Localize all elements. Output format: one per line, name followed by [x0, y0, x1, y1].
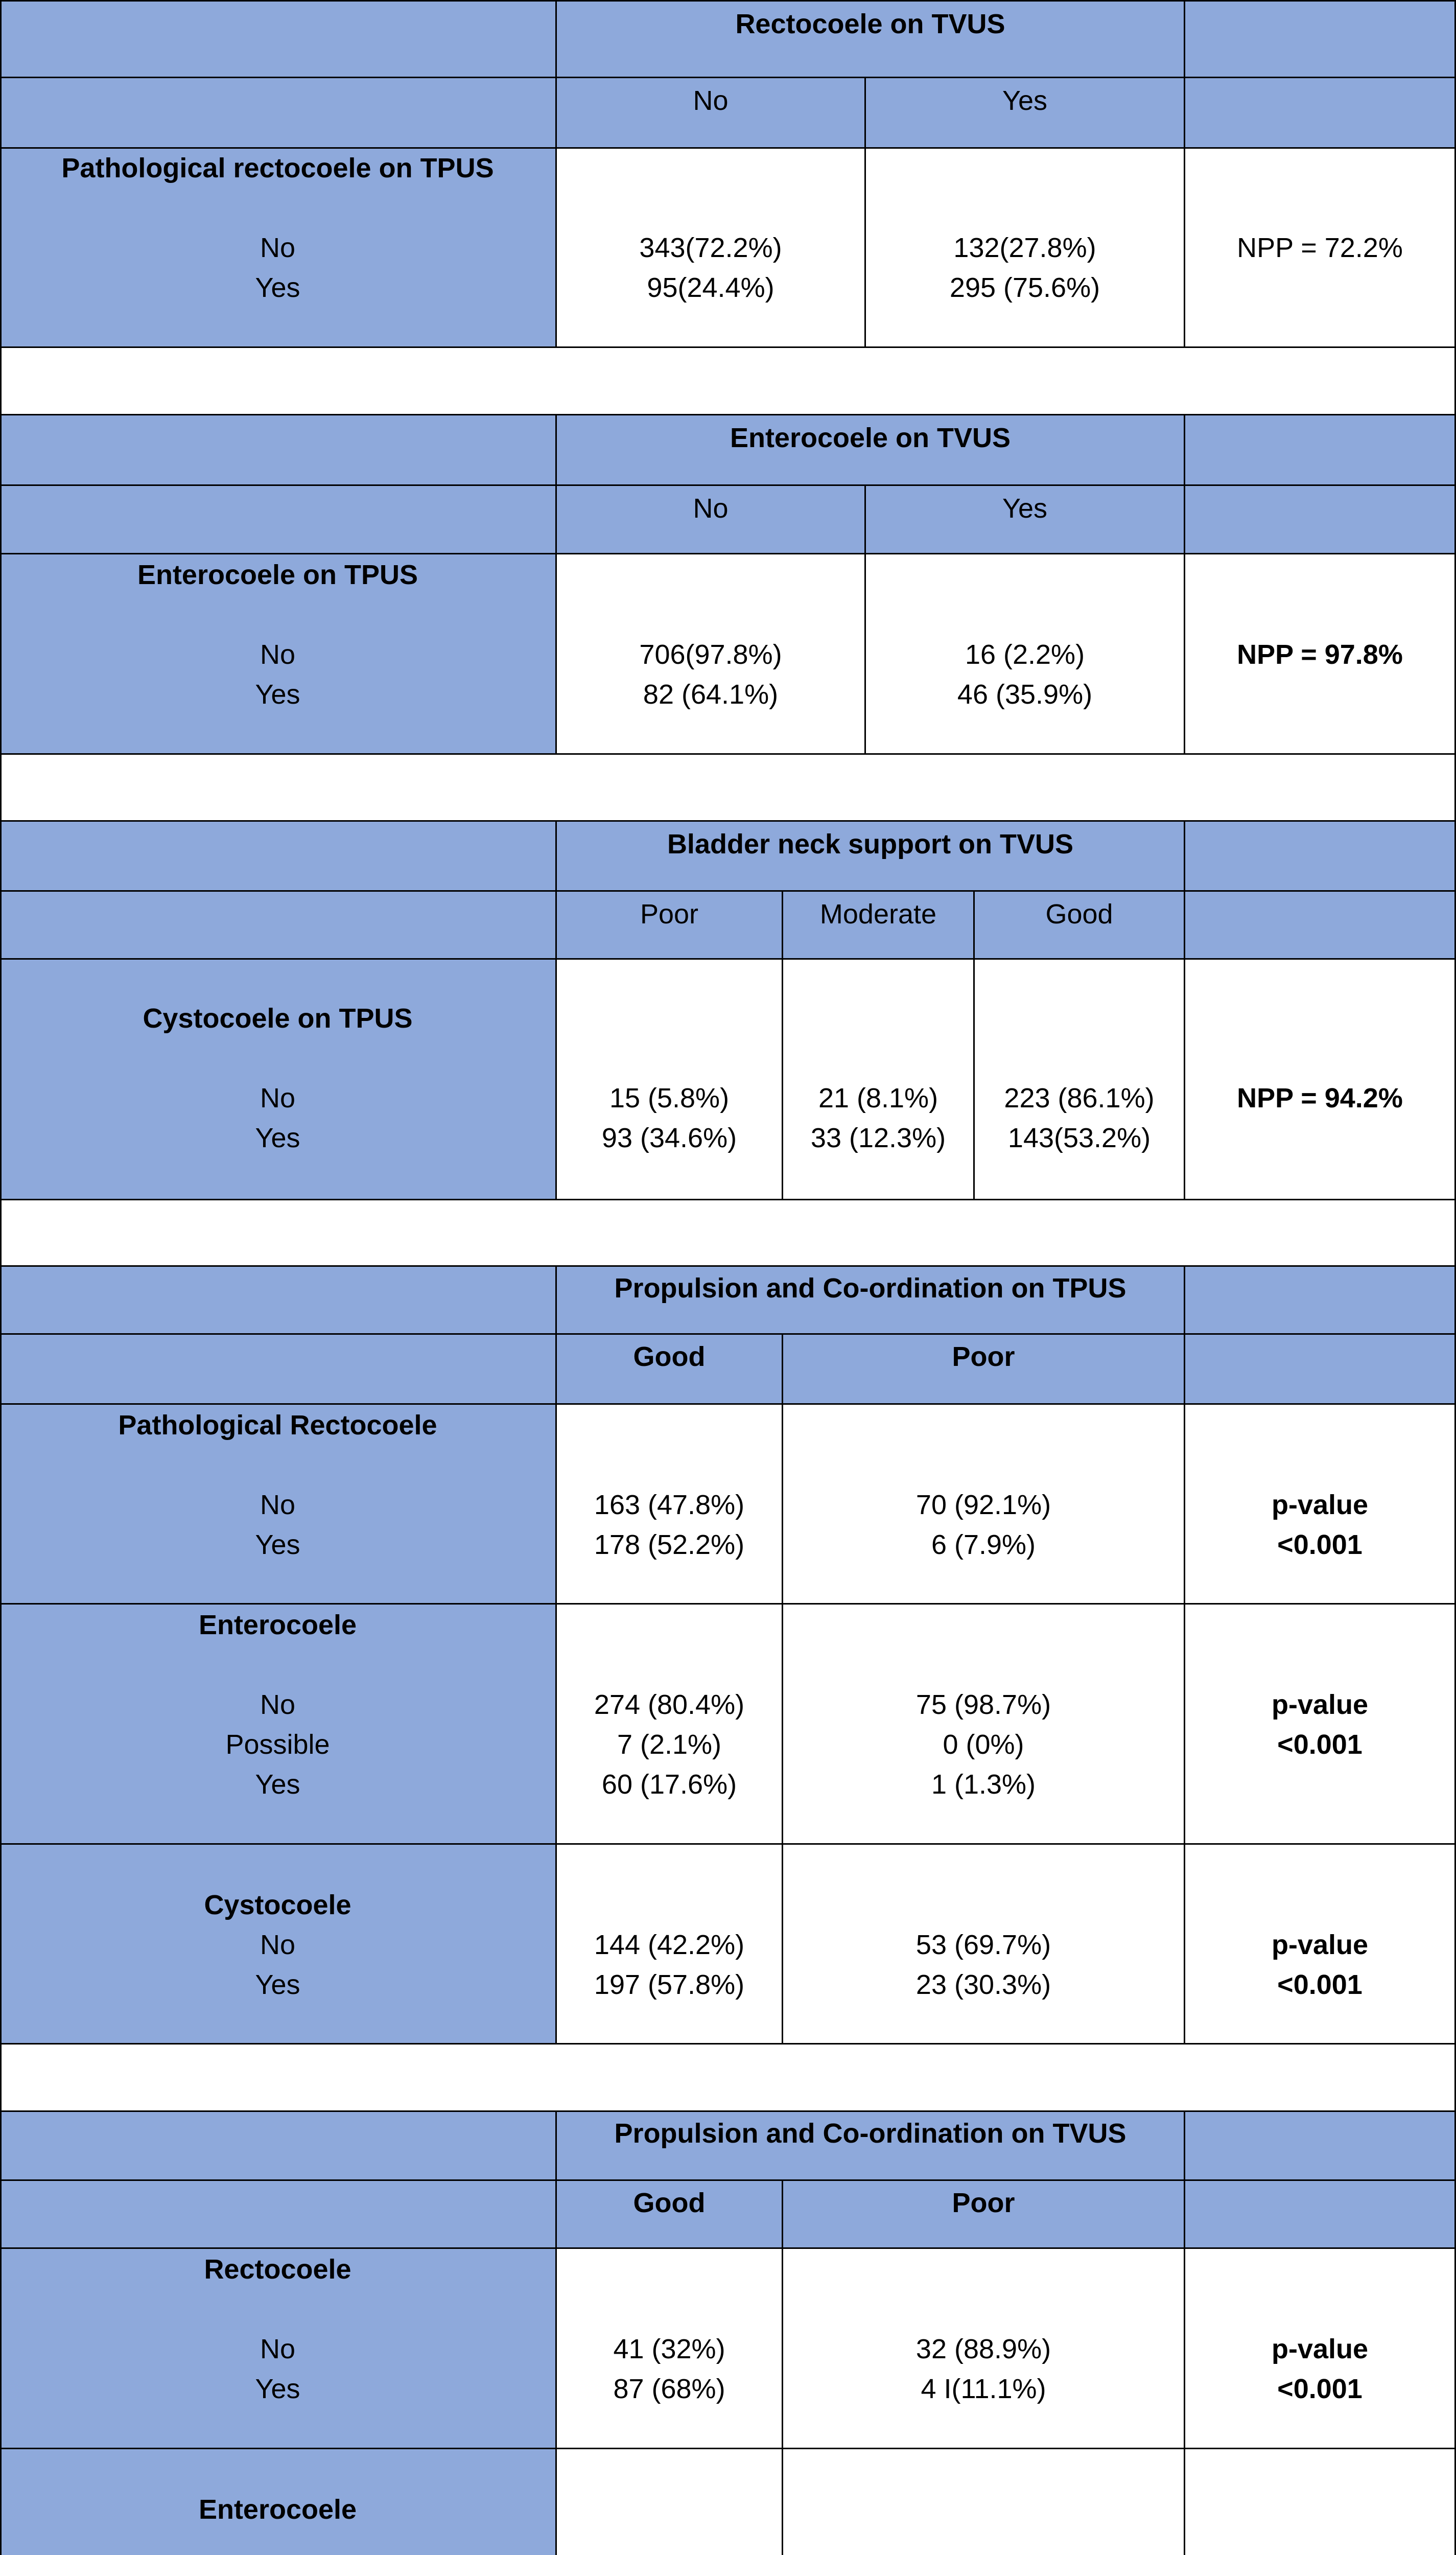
sec3-cat-no: No [260, 1083, 296, 1113]
sec4-cell: 178 (52.2%) [594, 1529, 745, 1560]
sec4-col-good: Good [633, 1341, 706, 1372]
sec5-col-good: Good [633, 2188, 706, 2218]
sec5-pvalue: <0.001 [1277, 2374, 1363, 2404]
sec4-cell: 0 (0%) [943, 1729, 1024, 1760]
sec1-cell: 343(72.2%) [639, 233, 782, 263]
sec1-header: Rectocoele on TVUS [735, 9, 1005, 39]
sec5-row-label: Rectocoele [204, 2254, 351, 2285]
sec1-cat-yes: Yes [255, 272, 300, 303]
sec5-cell: 4 I(11.1%) [921, 2374, 1046, 2404]
sec2-row-label: Enterocoele on TPUS [137, 560, 418, 590]
sec2-header: Enterocoele on TVUS [730, 423, 1011, 453]
sec5-col-poor: Poor [952, 2188, 1015, 2218]
sec3-col-good: Good [1045, 899, 1113, 930]
sec4-pvalue: <0.001 [1277, 1729, 1363, 1760]
sec4-cell: 197 (57.8%) [594, 1969, 745, 2000]
sec4-cell: 163 (47.8%) [594, 1490, 745, 1520]
sec4-cat: Yes [255, 1529, 300, 1560]
sec4-pvalue-label: p-value [1271, 1689, 1369, 1720]
sec5-pvalue-label: p-value [1271, 2334, 1369, 2364]
sec3-cell: 143(53.2%) [1007, 1123, 1151, 1153]
sec4-pvalue: <0.001 [1277, 1969, 1363, 2000]
sec4-cell: 6 (7.9%) [931, 1529, 1036, 1560]
sec4-row-label: Cystocoele [204, 1890, 351, 1920]
sec4-pvalue-label: p-value [1271, 1490, 1369, 1520]
sec5-cell: 41 (32%) [613, 2334, 725, 2364]
sec4-cell: 274 (80.4%) [594, 1689, 745, 1720]
sec4-cat: No [260, 1490, 296, 1520]
sec1-col-no: No [693, 85, 729, 116]
sec4-cat: No [260, 1689, 296, 1720]
sec4-cell: 75 (98.7%) [915, 1689, 1051, 1720]
sec4-cell: 23 (30.3%) [915, 1969, 1051, 2000]
sec2-cell: 82 (64.1%) [643, 679, 779, 710]
sec3-cell: 15 (5.8%) [609, 1083, 730, 1113]
sec1-cell: 295 (75.6%) [949, 272, 1100, 303]
sec1-cat-no: No [260, 233, 296, 263]
sec3-npp: NPP = 94.2% [1237, 1083, 1403, 1113]
sec2-npp: NPP = 97.8% [1237, 639, 1403, 670]
sec4-header: Propulsion and Co-ordination on TPUS [614, 1273, 1126, 1304]
sec3-header: Bladder neck support on TVUS [667, 829, 1074, 860]
sec1-col-yes: Yes [1002, 85, 1048, 116]
sec4-cell: 60 (17.6%) [601, 1769, 737, 1800]
sec4-cat: Yes [255, 1969, 300, 2000]
sec4-cell: 53 (69.7%) [915, 1930, 1051, 1960]
sec3-row-label: Cystocoele on TPUS [143, 1003, 413, 1034]
sec4-pvalue-label: p-value [1271, 1930, 1369, 1960]
sec4-cat: Yes [255, 1769, 300, 1800]
sec3-cell: 33 (12.3%) [810, 1123, 946, 1153]
sec3-cell: 21 (8.1%) [818, 1083, 938, 1113]
sec4-cell: 70 (92.1%) [915, 1490, 1051, 1520]
sec4-col-poor: Poor [952, 1341, 1015, 1372]
sec4-row-label: Pathological Rectocoele [118, 1410, 437, 1441]
sec2-col-no: No [693, 493, 729, 524]
sec2-cell: 46 (35.9%) [957, 679, 1093, 710]
sec4-cat: Possible [225, 1729, 330, 1760]
sec5-row-label: Enterocoele [198, 2494, 357, 2525]
sec5-cat: Yes [255, 2374, 300, 2404]
sec2-cat-yes: Yes [255, 679, 300, 710]
sec5-cell: 32 (88.9%) [915, 2334, 1051, 2364]
sec5-cat: No [260, 2334, 296, 2364]
sec3-cell: 93 (34.6%) [601, 1123, 737, 1153]
sec2-cat-no: No [260, 639, 296, 670]
sec1-row-label: Pathological rectocoele on TPUS [61, 153, 494, 183]
sec3-cell: 223 (86.1%) [1004, 1083, 1155, 1113]
sec4-cell: 144 (42.2%) [594, 1930, 745, 1960]
sec4-row-label: Enterocoele [198, 1610, 357, 1640]
sec1-npp: NPP = 72.2% [1237, 233, 1403, 263]
sec2-cell: 706(97.8%) [639, 639, 782, 670]
sec3-cat-yes: Yes [255, 1123, 300, 1153]
sec3-col-poor: Poor [640, 899, 699, 930]
sec1-cell: 95(24.4%) [647, 272, 774, 303]
sec4-pvalue: <0.001 [1277, 1529, 1363, 1560]
sec5-cell: 87 (68%) [613, 2374, 725, 2404]
sec4-cell: 7 (2.1%) [617, 1729, 722, 1760]
sec4-cell: 1 (1.3%) [931, 1769, 1036, 1800]
sec2-cell: 16 (2.2%) [965, 639, 1085, 670]
sec3-col-moderate: Moderate [819, 899, 937, 930]
sec1-cell: 132(27.8%) [953, 233, 1096, 263]
sec5-header: Propulsion and Co-ordination on TVUS [614, 2118, 1126, 2149]
sec4-cat: No [260, 1930, 296, 1960]
sec2-col-yes: Yes [1002, 493, 1048, 524]
